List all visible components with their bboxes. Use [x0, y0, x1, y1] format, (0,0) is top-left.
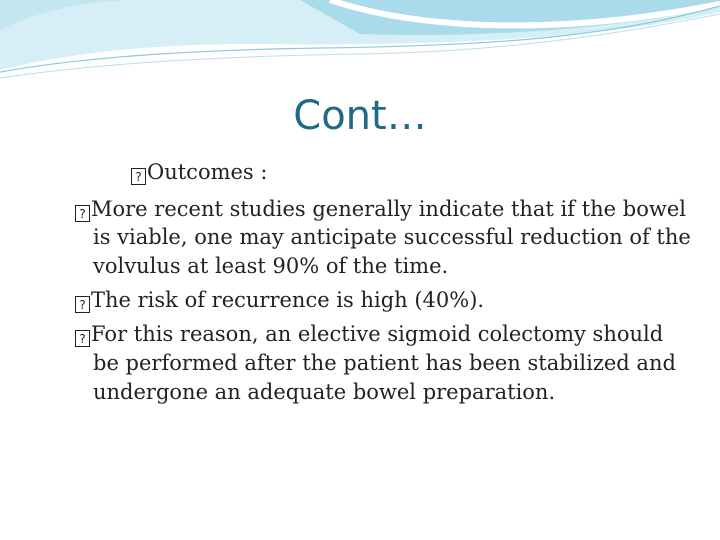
- bullet-glyph: ?: [131, 168, 146, 185]
- slide-title: Cont…: [293, 93, 427, 139]
- bullet-glyph: ?: [75, 296, 90, 313]
- bullet-glyph: ?: [75, 205, 90, 222]
- outcomes-heading: Outcomes :: [147, 160, 268, 184]
- heading-line: [131, 157, 267, 187]
- item-1-text: More recent studies generally indicate that if the bowel: [91, 197, 686, 221]
- item-1-line-2: is viable, one may anticipate successful reduction of the: [93, 225, 691, 249]
- item-2-line-1: [75, 285, 484, 315]
- bullet-glyph: ?: [75, 330, 90, 347]
- item-3-line-2: be performed after the patient has been stabilized and: [93, 351, 676, 375]
- item-1-line-1: [75, 194, 686, 224]
- item-3-text: For this reason, an elective sigmoid colectomy should: [91, 322, 664, 346]
- item-3-line-1: [75, 319, 663, 349]
- item-1-line-3: volvulus at least 90% of the time.: [93, 254, 449, 278]
- item-3-line-3: undergone an adequate bowel preparation.: [93, 380, 556, 404]
- item-2-text: The risk of recurrence is high (40%).: [91, 288, 485, 312]
